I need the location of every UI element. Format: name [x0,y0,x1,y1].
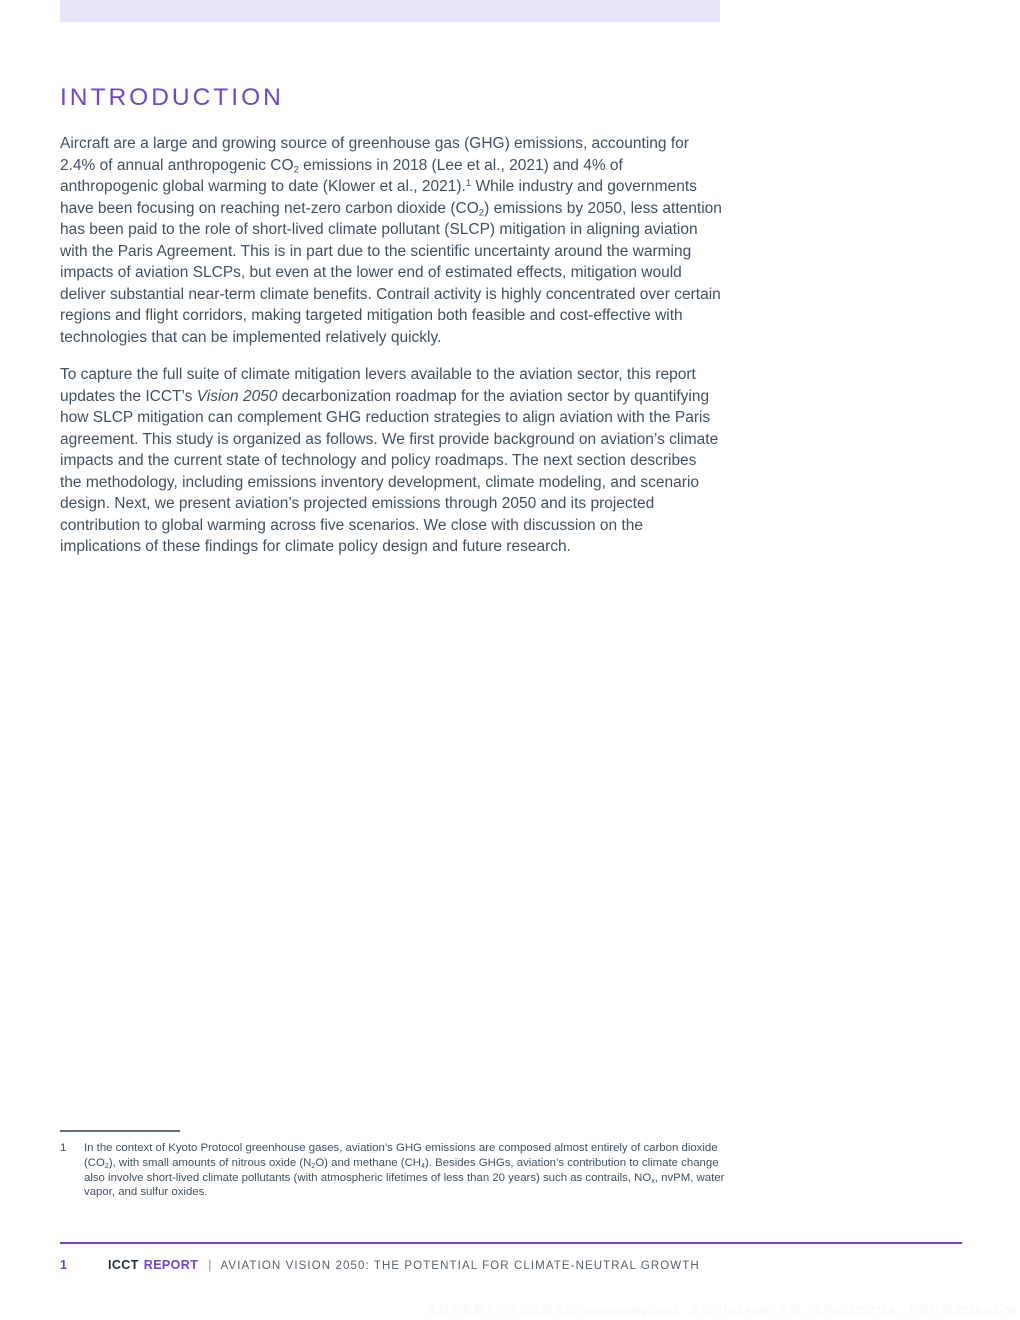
intro-paragraph-1 [60,133,722,348]
report-title-italic: Vision 2050 [196,387,278,405]
footnote-divider [60,1130,180,1132]
subscript: 2 [104,1162,109,1170]
subscript: 4 [421,1162,425,1170]
text-run: O) and methane (CH [315,1156,422,1169]
text-run: ), with small amounts of nitrous oxide (N [108,1156,312,1169]
text-run: decarbonization roadmap for the aviation sector by quantifying how SLCP mitigation can complement GHG reduction strategies to align aviation with the Paris agreement. This study is organized as follows. We first provide background on aviation’s climate impacts and the current state of technology and policy roadmaps. The next section describes the methodology, including emissions inventory development, climate modeling, and scenario design. Next, we present aviation’s projected emissions through 2050 and its projected contribution to global warming across five scenarios. We close with discussion on the implications of these findings for climate policy design and future research. [60,387,719,555]
subscript: 2 [293,163,299,175]
watermark: 本报告来源于三个皮匠报告站 (www.sgpjbg.com)，由用户Id:349467下载，文档Id:1052719，下载日期:2026-01-30 [426,1305,1017,1317]
page-footer [60,1258,962,1272]
text-run: Aircraft are a large and growing source of greenhouse gas (GHG) emissions, accounting for 2.4% of annual anthropogenic CO [60,135,689,174]
subscript: 2 [478,206,485,218]
text-run: emissions in 2018 (Lee et al., 2021) and 4% of anthropogenic global warming to date (Klower et al., 2021). [60,156,623,195]
main-content [60,84,722,574]
footnote-1 [60,1141,728,1200]
text-run: ). Besides GHGs, aviation’s contribution to climate change also involve short-lived climate pollutants (with atmospheric lifetimes of less than 20 years) such as contrails, NO [84,1156,719,1184]
brand-icct: ICCT [108,1258,139,1272]
footnote-number: 1 [60,1142,67,1154]
text-run: While industry and governments have been focusing on reaching net-zero carbon dioxide (CO [60,178,697,217]
intro-paragraph-2 [60,364,722,558]
subscript: x [651,1177,655,1185]
section-heading: INTRODUCTION [60,84,284,111]
page-number: 1 [60,1258,67,1272]
footer-divider [60,1242,962,1244]
text-run: , nvPM, water vapor, and sulfur oxides. [84,1171,725,1199]
top-accent-bar [60,0,720,22]
subscript: 2 [311,1162,316,1170]
text-run: In the context of Kyoto Protocol greenhouse gases, aviation’s GHG emissions are composed almost entirely of carbon dioxide (CO [84,1142,718,1169]
text-run: To capture the full suite of climate mitigation levers available to the aviation sector, this report updates the ICCT’s [60,366,696,405]
footer-separator: | [208,1258,212,1272]
footer-report-title: AVIATION VISION 2050: THE POTENTIAL FOR CLIMATE-NEUTRAL GROWTH [220,1260,700,1272]
footnote-block [60,1130,728,1200]
footnote-text [84,1141,728,1200]
text-run: ) emissions by 2050, less attention has been paid to the role of short-lived climate pollutant (SLCP) mitigation in aligning aviation with the Paris Agreement. This is in part due to the scientific uncertainty around the warming impacts of aviation SLCPs, but even at the lower end of estimated effects, mitigation would deliver substantial near-term climate benefits. Contrail activity is highly concentrated over certain regions and flight corridors, making targeted mitigation both feasible and cost-effective with technologies that can be implemented relatively quickly. [60,199,722,346]
footnote-ref-1: 1 [465,178,472,190]
brand-report: REPORT [143,1258,199,1272]
